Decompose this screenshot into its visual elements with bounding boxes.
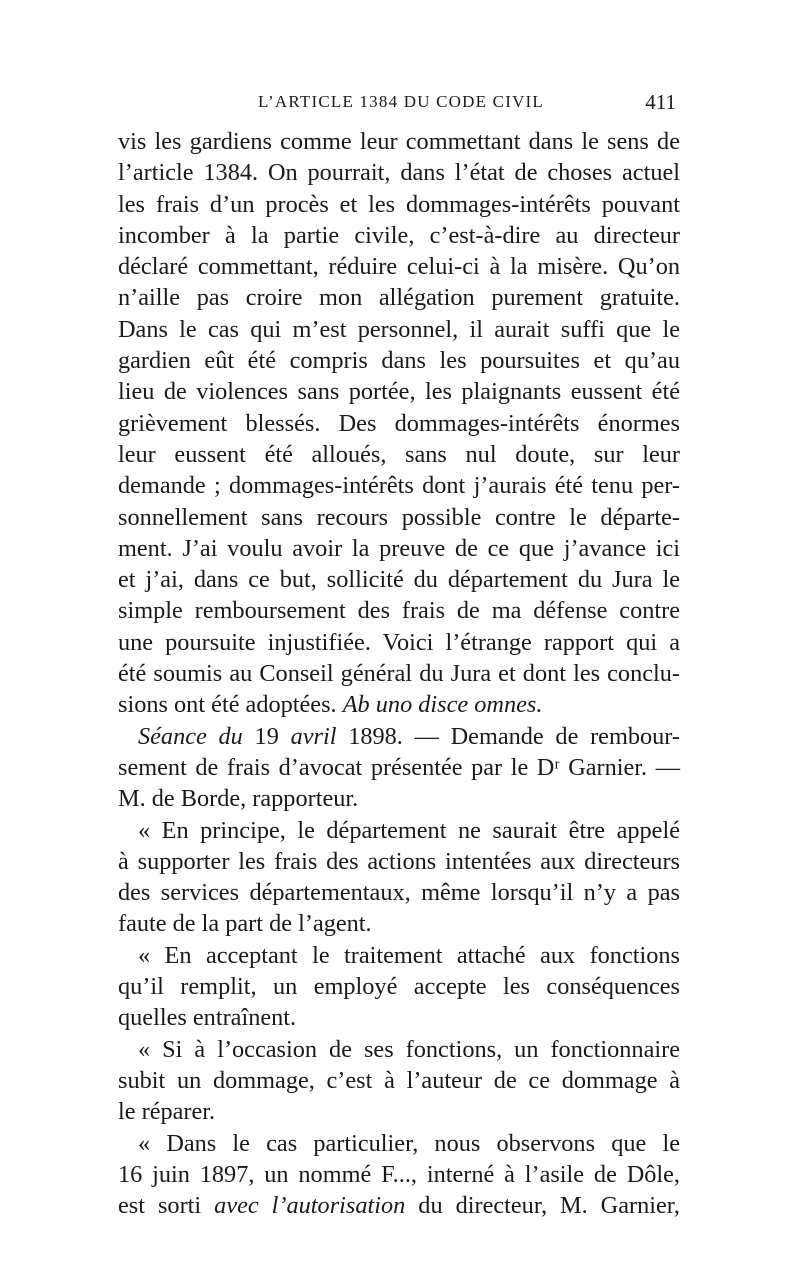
text-run: une poursuite injustifiée. Voici l’étrange rapport qui a bbox=[118, 628, 680, 656]
text-line bbox=[118, 595, 680, 626]
text-line bbox=[118, 1065, 680, 1096]
text-line bbox=[118, 126, 680, 157]
text-line bbox=[118, 376, 680, 407]
text-run: leur eussent été alloués, sans nul doute, sur leur bbox=[118, 440, 680, 468]
text-run: « En principe, le département ne saurait être appelé bbox=[138, 816, 680, 844]
page-number: 411 bbox=[645, 90, 676, 114]
text-run: « Si à l’occasion de ses fonctions, un fonctionnaire bbox=[138, 1035, 680, 1063]
text-line bbox=[118, 1128, 680, 1159]
text-run: sement de frais d’avocat présentée par le Dʳ Garnier. — bbox=[118, 753, 680, 781]
text-line bbox=[118, 658, 680, 689]
text-run: grièvement blessés. Des dommages-intérêts énormes bbox=[118, 409, 680, 437]
text-run: simple remboursement des frais de ma défense contre bbox=[118, 597, 680, 625]
text-run: l’article 1384. On pourrait, dans l’état de choses actuel bbox=[118, 159, 680, 187]
text-run: qu’il remplit, un employé accepte les conséquences bbox=[118, 973, 680, 1001]
text-line bbox=[118, 1190, 680, 1221]
text-run: est sorti bbox=[118, 1192, 215, 1220]
text-run: n’aille pas croire mon allégation purement gratuite. bbox=[118, 284, 680, 312]
text-line bbox=[118, 689, 680, 720]
text-line bbox=[118, 721, 680, 752]
text-run: les frais d’un procès et les dommages-intérêts pouvant bbox=[118, 190, 680, 218]
text-run: gardien eût été compris dans les poursuites et qu’au bbox=[118, 347, 680, 375]
text-line bbox=[118, 815, 680, 846]
text-run: 1898. — Demande de rembour- bbox=[336, 722, 680, 750]
text-run: demande ; dommages-intérêts dont j’aurais été tenu per- bbox=[118, 472, 680, 500]
running-title: L’ARTICLE 1384 DU CODE CIVIL bbox=[258, 92, 544, 111]
text-line bbox=[118, 564, 680, 595]
text-line bbox=[118, 314, 680, 345]
text-run: incomber à la partie civile, c’est-à-dire au directeur bbox=[118, 221, 680, 249]
running-head bbox=[118, 92, 680, 118]
text-run: « Dans le cas particulier, nous observons que le bbox=[138, 1129, 680, 1157]
text-run: à supporter les frais des actions intentées aux directeurs bbox=[118, 847, 680, 875]
text-line bbox=[118, 439, 680, 470]
text-run: vis les gardiens comme leur commettant dans le sens de bbox=[118, 128, 680, 155]
italic-text: Séance du bbox=[138, 722, 243, 750]
text-line bbox=[118, 470, 680, 501]
text-line bbox=[118, 1096, 680, 1127]
text-line bbox=[118, 877, 680, 908]
text-line bbox=[118, 1002, 680, 1033]
text-line bbox=[118, 533, 680, 564]
text-line bbox=[118, 908, 680, 939]
text-line bbox=[118, 251, 680, 282]
text-line bbox=[118, 971, 680, 1002]
text-run: « En acceptant le traitement attaché aux fonctions bbox=[138, 941, 680, 969]
text-line bbox=[118, 627, 680, 658]
text-run: faute de la part de l’agent. bbox=[118, 910, 372, 938]
text-run: lieu de violences sans portée, les plaignants eussent été bbox=[118, 378, 680, 406]
text-line bbox=[118, 1159, 680, 1190]
text-line bbox=[118, 846, 680, 877]
text-run: sions ont été adoptées. bbox=[118, 691, 343, 719]
text-line bbox=[118, 940, 680, 971]
text-line bbox=[118, 783, 680, 814]
text-run: 19 bbox=[242, 722, 291, 750]
text-run: et j’ai, dans ce but, sollicité du département du Jura le bbox=[118, 566, 680, 594]
text-line bbox=[118, 502, 680, 533]
text-run: sonnellement sans recours possible contre le départe- bbox=[118, 503, 680, 531]
italic-text: avril bbox=[290, 722, 337, 750]
text-line bbox=[118, 345, 680, 376]
text-run: des services départementaux, même lorsqu’il n’y a pas bbox=[118, 879, 680, 907]
text-line bbox=[118, 1034, 680, 1065]
text-run: 16 juin 1897, un nommé F..., interné à l’asile de Dôle, bbox=[118, 1160, 680, 1188]
text-run: Dans le cas qui m’est personnel, il aurait suffi que le bbox=[118, 315, 680, 343]
text-line bbox=[118, 157, 680, 188]
body-text bbox=[118, 126, 680, 1221]
text-line bbox=[118, 752, 680, 783]
text-run: été soumis au Conseil général du Jura et dont les conclu- bbox=[118, 660, 680, 688]
text-run: quelles entraînent. bbox=[118, 1004, 297, 1032]
italic-text: avec l’autorisation bbox=[214, 1192, 406, 1220]
text-run: M. de Borde, rapporteur. bbox=[118, 785, 359, 813]
text-line bbox=[118, 189, 680, 220]
text-line bbox=[118, 282, 680, 313]
text-line bbox=[118, 408, 680, 439]
text-line bbox=[118, 220, 680, 251]
text-run: le réparer. bbox=[118, 1098, 216, 1126]
text-run: ment. J’ai voulu avoir la preuve de ce que j’avance ici bbox=[118, 534, 680, 562]
text-run: déclaré commettant, réduire celui-ci à la misère. Qu’on bbox=[118, 253, 680, 281]
text-run: du directeur, M. Garnier, bbox=[405, 1192, 680, 1220]
italic-text: Ab uno disce omnes. bbox=[342, 691, 543, 719]
text-run: subit un dommage, c’est à l’auteur de ce dommage à bbox=[118, 1066, 680, 1094]
